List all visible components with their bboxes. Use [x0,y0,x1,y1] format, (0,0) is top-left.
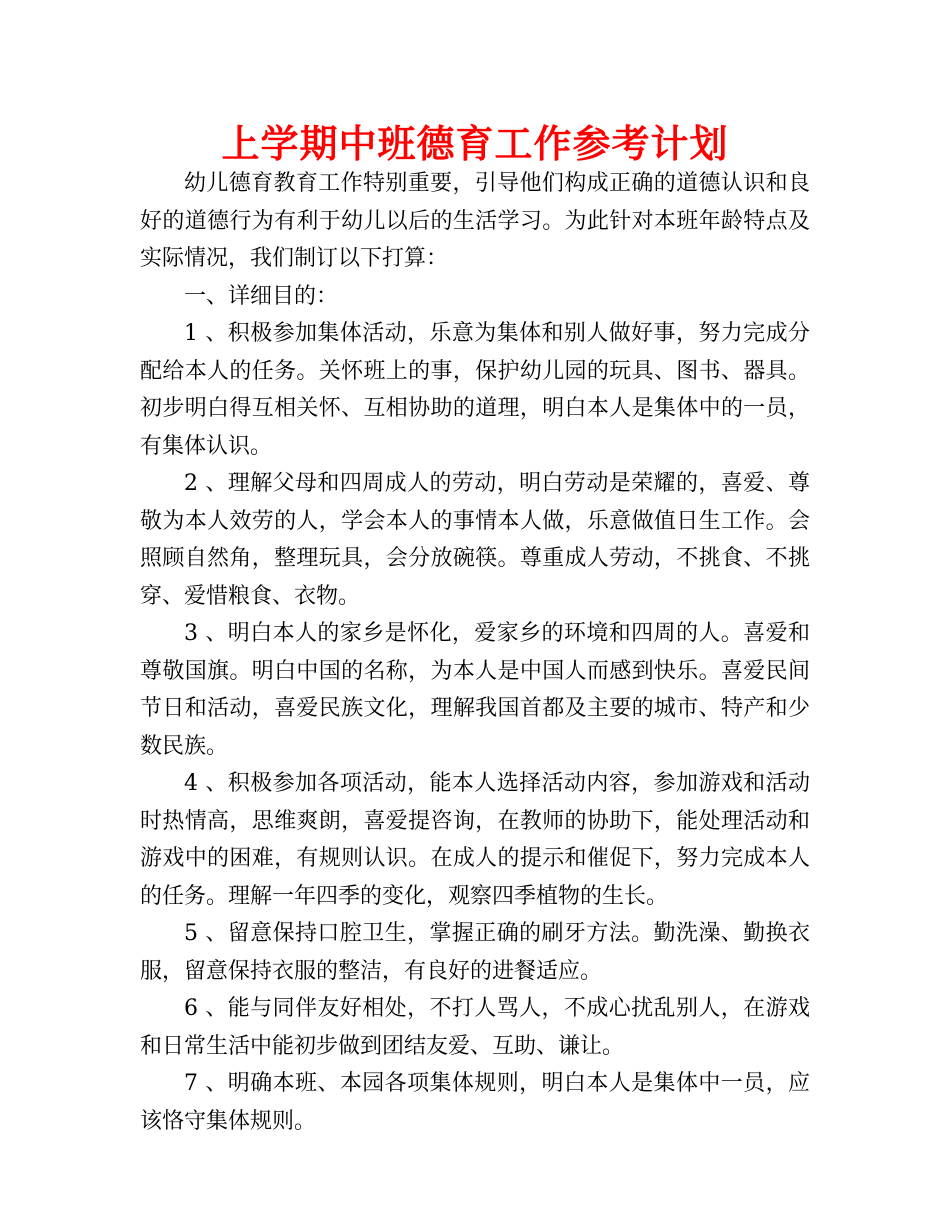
paragraph-goal-5: 5 、留意保持口腔卫生，掌握正确的刷牙方法。勤洗澡、勤换衣服，留意保持衣服的整洁，有良好的进餐适应。 [140,921,810,984]
document-body [140,165,810,1140]
paragraph-goal-3: 3 、明白本人的家乡是怀化，爱家乡的环境和四周的人。喜爱和尊敬国旗。明白中国的名称，为本人是中国人而感到快乐。喜爱民间节日和活动，喜爱民族文化，理解我国首都及主要的城市、特产和少数民族。 [140,621,810,759]
paragraph-goal-6: 6 、能与同伴友好相处，不打人骂人，不成心扰乱别人，在游戏和日常生活中能初步做到团结友爱、互助、谦让。 [140,996,810,1059]
section-heading-goals: 一、详细目的： [184,283,339,309]
paragraph-goal-4: 4 、积极参加各项活动，能本人选择活动内容，参加游戏和活动时热情高，思维爽朗，喜爱提咨询，在教师的协助下，能处理活动和游戏中的困难，有规则认识。在成人的提示和催促下，努力完成本人的任务。理解一年四季的变化，观察四季植物的生长。 [140,771,810,909]
paragraph-goal-7: 7 、明确本班、本园各项集体规则，明白本人是集体中一员，应该恪守集体规则。 [140,1071,810,1134]
document-title: 上学期中班德育工作参考计划 [221,122,729,166]
paragraph-intro: 幼儿德育教育工作特别重要，引导他们构成正确的道德认识和良好的道德行为有利于幼儿以后的生活学习。为此针对本班年龄特点及实际情况，我们制订以下打算： [140,171,810,271]
paragraph-goal-1: 1 、积极参加集体活动，乐意为集体和别人做好事，努力完成分配给本人的任务。关怀班上的事，保护幼儿园的玩具、图书、器具。初步明白得互相关怀、互相协助的道理，明白本人是集体中的一员，有集体认识。 [140,321,810,459]
paragraph-goal-2: 2 、理解父母和四周成人的劳动，明白劳动是荣耀的，喜爱、尊敬为本人效劳的人，学会本人的事情本人做，乐意做值日生工作。会照顾自然角，整理玩具，会分放碗筷。尊重成人劳动，不挑食、不挑穿、爱惜粮食、衣物。 [140,471,810,609]
